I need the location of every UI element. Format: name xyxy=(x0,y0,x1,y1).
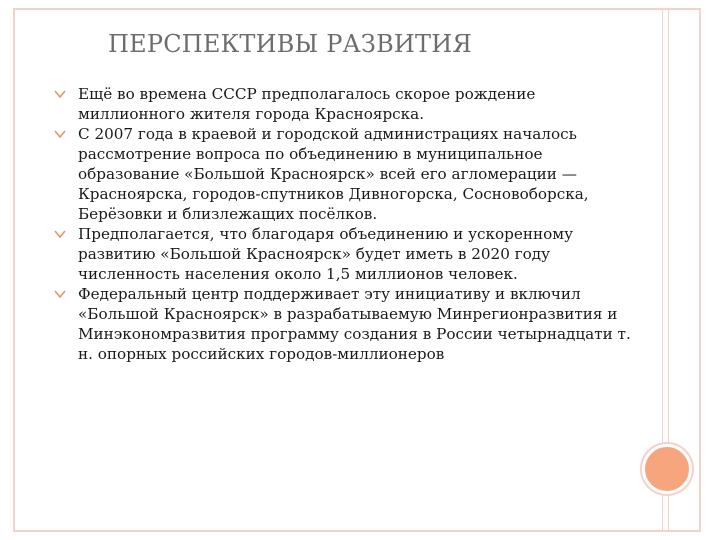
bullet-text: Федеральный центр поддерживает эту инициативу и включил «Большой Красноярск» в разрабатываемую Минрегионразвития и Минэкономразвития программу создания в России четырнадцати т. н. опорных российских городов-миллионеров xyxy=(78,285,631,363)
slide-title: ПЕРСПЕКТИВЫ РАЗВИТИЯ xyxy=(108,30,472,58)
bullet-item xyxy=(46,284,642,364)
bullet-list xyxy=(46,84,642,364)
bullet-text: Ещё во времена СССР предполагалось скорое рождение миллионного жителя города Красноярска. xyxy=(78,85,536,123)
bullet-marker-icon xyxy=(54,290,66,299)
decorative-circle xyxy=(642,444,692,494)
bullet-item xyxy=(46,124,642,224)
bullet-text: Предполагается, что благодаря объединению и ускоренному развитию «Большой Красноярск» будет иметь в 2020 году численность населения около 1,5 миллионов человек. xyxy=(78,225,574,283)
bullet-item xyxy=(46,224,642,284)
bullet-marker-icon xyxy=(54,230,66,239)
bullet-text: С 2007 года в краевой и городской администрациях началось рассмотрение вопроса по объединению в муниципальное образование «Большой Красноярск» всей его агломерации — Красноярска, городов-спутников Дивногорска, Сосновоборска, Берёзовки и близлежащих посёлков. xyxy=(78,125,589,223)
bullet-marker-icon xyxy=(54,130,66,139)
bullet-item xyxy=(46,84,642,124)
bullet-marker-icon xyxy=(54,90,66,99)
